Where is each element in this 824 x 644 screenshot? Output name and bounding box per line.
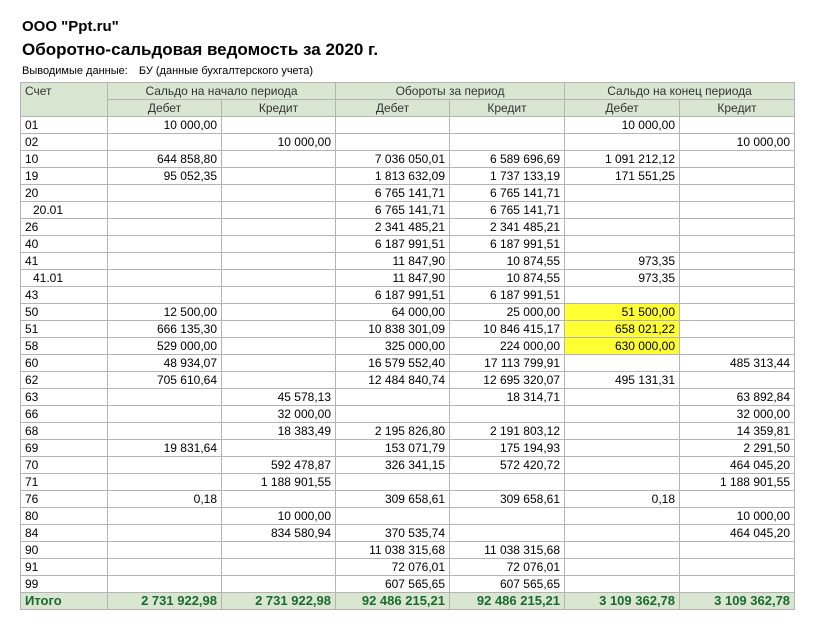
table-body — [21, 117, 795, 610]
turnover-balance-table — [20, 82, 795, 610]
opening-credit-cell — [222, 304, 336, 321]
opening-debit-cell — [108, 389, 222, 406]
header-turnover: Обороты за период — [336, 83, 565, 100]
closing-credit-cell — [680, 372, 795, 389]
closing-debit-cell — [565, 457, 680, 474]
turnover-debit-cell — [336, 474, 450, 491]
turnover-credit-cell: 6 187 991,51 — [450, 236, 565, 253]
table-row — [21, 508, 795, 525]
closing-debit-cell — [565, 576, 680, 593]
table-row — [21, 304, 795, 321]
turnover-credit-cell: 10 846 415,17 — [450, 321, 565, 338]
closing-credit-cell: 485 313,44 — [680, 355, 795, 372]
closing-debit-cell — [565, 287, 680, 304]
opening-credit-cell — [222, 202, 336, 219]
account-cell: 62 — [21, 372, 108, 389]
opening-debit-cell: 0,18 — [108, 491, 222, 508]
turnover-debit-cell: 11 847,90 — [336, 253, 450, 270]
closing-credit-cell — [680, 321, 795, 338]
table-row — [21, 270, 795, 287]
opening-debit-cell: 529 000,00 — [108, 338, 222, 355]
closing-credit-cell — [680, 491, 795, 508]
account-cell: 60 — [21, 355, 108, 372]
turnover-debit-cell: 309 658,61 — [336, 491, 450, 508]
closing-debit-cell — [565, 406, 680, 423]
account-cell: 20 — [21, 185, 108, 202]
closing-debit-cell — [565, 542, 680, 559]
table-row — [21, 457, 795, 474]
table-row — [21, 151, 795, 168]
turnover-credit-cell: 6 765 141,71 — [450, 185, 565, 202]
closing-credit-cell: 10 000,00 — [680, 134, 795, 151]
opening-credit-cell — [222, 151, 336, 168]
opening-credit-cell: 10 000,00 — [222, 134, 336, 151]
opening-credit-cell — [222, 355, 336, 372]
opening-debit-cell — [108, 185, 222, 202]
opening-debit-cell — [108, 508, 222, 525]
closing-debit-cell — [565, 202, 680, 219]
table-row — [21, 287, 795, 304]
opening-debit-cell — [108, 287, 222, 304]
account-cell: 51 — [21, 321, 108, 338]
opening-credit-cell: 18 383,49 — [222, 423, 336, 440]
turnover-credit-cell: 309 658,61 — [450, 491, 565, 508]
turnover-debit-cell: 1 813 632,09 — [336, 168, 450, 185]
opening-debit-cell: 48 934,07 — [108, 355, 222, 372]
closing-debit-cell — [565, 389, 680, 406]
opening-debit-cell — [108, 576, 222, 593]
closing-credit-cell: 14 359,81 — [680, 423, 795, 440]
company-name: ООО "Ppt.ru" — [22, 18, 119, 35]
closing-debit-cell — [565, 423, 680, 440]
opening-credit-cell — [222, 185, 336, 202]
turnover-debit-cell: 2 341 485,21 — [336, 219, 450, 236]
closing-debit-cell — [565, 219, 680, 236]
table-row — [21, 253, 795, 270]
closing-debit-cell — [565, 355, 680, 372]
closing-credit-cell — [680, 185, 795, 202]
turnover-debit-cell: 153 071,79 — [336, 440, 450, 457]
account-cell: 80 — [21, 508, 108, 525]
opening-credit-cell — [222, 559, 336, 576]
opening-debit-cell: 705 610,64 — [108, 372, 222, 389]
turnover-credit-cell — [450, 508, 565, 525]
turnover-debit-cell: 10 838 301,09 — [336, 321, 450, 338]
table-row — [21, 236, 795, 253]
turnover-debit-cell — [336, 406, 450, 423]
closing-credit-cell — [680, 236, 795, 253]
opening-debit-cell — [108, 542, 222, 559]
report-meta — [22, 65, 313, 77]
report-title: Оборотно-сальдовая ведомость за 2020 г. — [22, 40, 379, 59]
header-row-groups — [21, 83, 795, 100]
closing-debit-cell — [565, 474, 680, 491]
closing-credit-cell: 10 000,00 — [680, 508, 795, 525]
opening-credit-cell — [222, 168, 336, 185]
turnover-credit-cell: 1 737 133,19 — [450, 168, 565, 185]
turnover-credit-cell: 25 000,00 — [450, 304, 565, 321]
account-cell: 41 — [21, 253, 108, 270]
turnover-debit-cell: 325 000,00 — [336, 338, 450, 355]
opening-debit-cell — [108, 406, 222, 423]
account-cell: 02 — [21, 134, 108, 151]
table-row — [21, 355, 795, 372]
opening-credit-cell: 1 188 901,55 — [222, 474, 336, 491]
turnover-debit-cell: 7 036 050,01 — [336, 151, 450, 168]
turnover-credit-cell: 2 341 485,21 — [450, 219, 565, 236]
opening-debit-cell: 19 831,64 — [108, 440, 222, 457]
header-row-sides — [21, 100, 795, 117]
table-row — [21, 474, 795, 491]
header-opening-balance: Сальдо на начало периода — [108, 83, 336, 100]
closing-debit-cell — [565, 236, 680, 253]
closing-debit-cell: 0,18 — [565, 491, 680, 508]
header-debit: Дебет — [565, 100, 680, 117]
closing-debit-cell: 171 551,25 — [565, 168, 680, 185]
closing-debit-cell — [565, 440, 680, 457]
table-row — [21, 423, 795, 440]
account-cell: 90 — [21, 542, 108, 559]
opening-credit-cell — [222, 542, 336, 559]
turnover-debit-cell: 16 579 552,40 — [336, 355, 450, 372]
opening-credit-cell — [222, 576, 336, 593]
table-row — [21, 321, 795, 338]
opening-debit-cell — [108, 236, 222, 253]
turnover-credit-cell — [450, 474, 565, 491]
account-cell: 91 — [21, 559, 108, 576]
account-cell: 58 — [21, 338, 108, 355]
opening-debit-cell: 95 052,35 — [108, 168, 222, 185]
opening-debit-cell — [108, 423, 222, 440]
account-cell: 69 — [21, 440, 108, 457]
table-row — [21, 134, 795, 151]
opening-debit-cell — [108, 474, 222, 491]
header-credit: Кредит — [680, 100, 795, 117]
turnover-debit-cell — [336, 117, 450, 134]
turnover-credit-cell: 10 874,55 — [450, 253, 565, 270]
closing-credit-cell — [680, 338, 795, 355]
meta-value: БУ (данные бухгалтерского учета) — [138, 65, 314, 77]
table-row — [21, 372, 795, 389]
account-cell: 19 — [21, 168, 108, 185]
closing-credit-cell: 464 045,20 — [680, 525, 795, 542]
opening-credit-cell — [222, 219, 336, 236]
turnover-credit-cell: 12 695 320,07 — [450, 372, 565, 389]
total-closing-credit-cell: 3 109 362,78 — [680, 593, 795, 610]
opening-debit-cell — [108, 219, 222, 236]
account-cell: 41.01 — [21, 270, 108, 287]
header-credit: Кредит — [222, 100, 336, 117]
opening-credit-cell — [222, 287, 336, 304]
closing-credit-cell — [680, 559, 795, 576]
closing-debit-cell — [565, 525, 680, 542]
turnover-debit-cell: 11 038 315,68 — [336, 542, 450, 559]
total-closing-debit-cell: 3 109 362,78 — [565, 593, 680, 610]
account-cell: 68 — [21, 423, 108, 440]
closing-credit-cell — [680, 117, 795, 134]
closing-credit-cell: 464 045,20 — [680, 457, 795, 474]
closing-debit-cell: 973,35 — [565, 270, 680, 287]
closing-credit-cell — [680, 287, 795, 304]
turnover-debit-cell: 607 565,65 — [336, 576, 450, 593]
opening-debit-cell — [108, 270, 222, 287]
closing-credit-cell — [680, 542, 795, 559]
opening-debit-cell — [108, 253, 222, 270]
turnover-credit-cell: 11 038 315,68 — [450, 542, 565, 559]
opening-credit-cell: 10 000,00 — [222, 508, 336, 525]
account-cell: 84 — [21, 525, 108, 542]
account-cell: 10 — [21, 151, 108, 168]
opening-debit-cell: 10 000,00 — [108, 117, 222, 134]
table-row — [21, 525, 795, 542]
table-row — [21, 576, 795, 593]
closing-credit-cell: 1 188 901,55 — [680, 474, 795, 491]
turnover-credit-cell: 10 874,55 — [450, 270, 565, 287]
account-cell: 43 — [21, 287, 108, 304]
turnover-credit-cell — [450, 117, 565, 134]
turnover-credit-cell: 6 187 991,51 — [450, 287, 565, 304]
table-row — [21, 219, 795, 236]
account-cell: 01 — [21, 117, 108, 134]
opening-credit-cell — [222, 253, 336, 270]
opening-credit-cell — [222, 338, 336, 355]
account-cell: 76 — [21, 491, 108, 508]
table-row — [21, 117, 795, 134]
closing-debit-cell — [565, 185, 680, 202]
turnover-debit-cell: 64 000,00 — [336, 304, 450, 321]
table-row — [21, 406, 795, 423]
closing-credit-cell — [680, 168, 795, 185]
turnover-debit-cell: 2 195 826,80 — [336, 423, 450, 440]
closing-credit-cell — [680, 576, 795, 593]
total-turnover-debit-cell: 92 486 215,21 — [336, 593, 450, 610]
table-row — [21, 440, 795, 457]
closing-debit-cell: 495 131,31 — [565, 372, 680, 389]
turnover-debit-cell — [336, 508, 450, 525]
header-account: Счет — [21, 83, 108, 117]
closing-debit-cell: 51 500,00 — [565, 304, 680, 321]
account-cell: 66 — [21, 406, 108, 423]
account-cell: 70 — [21, 457, 108, 474]
turnover-credit-cell — [450, 406, 565, 423]
header-debit: Дебет — [108, 100, 222, 117]
turnover-debit-cell: 6 187 991,51 — [336, 287, 450, 304]
table-row — [21, 491, 795, 508]
total-row — [21, 593, 795, 610]
closing-credit-cell — [680, 304, 795, 321]
opening-credit-cell: 45 578,13 — [222, 389, 336, 406]
turnover-credit-cell: 18 314,71 — [450, 389, 565, 406]
total-label: Итого — [21, 593, 108, 610]
table-row — [21, 389, 795, 406]
table-row — [21, 185, 795, 202]
opening-credit-cell — [222, 236, 336, 253]
closing-debit-cell — [565, 559, 680, 576]
closing-credit-cell: 63 892,84 — [680, 389, 795, 406]
closing-credit-cell — [680, 270, 795, 287]
header-debit: Дебет — [336, 100, 450, 117]
opening-debit-cell: 12 500,00 — [108, 304, 222, 321]
turnover-debit-cell — [336, 389, 450, 406]
opening-debit-cell — [108, 134, 222, 151]
turnover-credit-cell: 2 191 803,12 — [450, 423, 565, 440]
turnover-debit-cell: 326 341,15 — [336, 457, 450, 474]
turnover-debit-cell: 12 484 840,74 — [336, 372, 450, 389]
opening-debit-cell — [108, 559, 222, 576]
turnover-credit-cell: 607 565,65 — [450, 576, 565, 593]
turnover-credit-cell: 572 420,72 — [450, 457, 565, 474]
turnover-credit-cell: 6 765 141,71 — [450, 202, 565, 219]
closing-debit-cell: 10 000,00 — [565, 117, 680, 134]
closing-credit-cell: 32 000,00 — [680, 406, 795, 423]
total-opening-credit-cell: 2 731 922,98 — [222, 593, 336, 610]
turnover-debit-cell: 6 765 141,71 — [336, 202, 450, 219]
opening-debit-cell — [108, 457, 222, 474]
account-cell: 50 — [21, 304, 108, 321]
account-cell: 99 — [21, 576, 108, 593]
opening-credit-cell: 834 580,94 — [222, 525, 336, 542]
opening-credit-cell: 592 478,87 — [222, 457, 336, 474]
account-cell: 63 — [21, 389, 108, 406]
closing-debit-cell: 658 021,22 — [565, 321, 680, 338]
turnover-debit-cell: 6 187 991,51 — [336, 236, 450, 253]
turnover-credit-cell: 6 589 696,69 — [450, 151, 565, 168]
closing-credit-cell — [680, 219, 795, 236]
table-row — [21, 202, 795, 219]
turnover-debit-cell — [336, 134, 450, 151]
turnover-debit-cell: 72 076,01 — [336, 559, 450, 576]
turnover-debit-cell: 6 765 141,71 — [336, 185, 450, 202]
opening-credit-cell — [222, 321, 336, 338]
turnover-credit-cell — [450, 525, 565, 542]
closing-credit-cell — [680, 253, 795, 270]
table-row — [21, 542, 795, 559]
turnover-credit-cell: 17 113 799,91 — [450, 355, 565, 372]
meta-label: Выводимые данные: — [22, 65, 128, 77]
opening-credit-cell: 32 000,00 — [222, 406, 336, 423]
table-row — [21, 338, 795, 355]
closing-credit-cell — [680, 151, 795, 168]
turnover-credit-cell: 175 194,93 — [450, 440, 565, 457]
closing-debit-cell — [565, 508, 680, 525]
turnover-credit-cell: 72 076,01 — [450, 559, 565, 576]
opening-debit-cell: 666 135,30 — [108, 321, 222, 338]
opening-credit-cell — [222, 372, 336, 389]
closing-credit-cell: 2 291,50 — [680, 440, 795, 457]
opening-debit-cell — [108, 525, 222, 542]
opening-credit-cell — [222, 491, 336, 508]
total-opening-debit-cell: 2 731 922,98 — [108, 593, 222, 610]
opening-credit-cell — [222, 440, 336, 457]
account-cell: 40 — [21, 236, 108, 253]
total-turnover-credit-cell: 92 486 215,21 — [450, 593, 565, 610]
closing-debit-cell: 630 000,00 — [565, 338, 680, 355]
closing-debit-cell: 1 091 212,12 — [565, 151, 680, 168]
closing-credit-cell — [680, 202, 795, 219]
account-cell: 20.01 — [21, 202, 108, 219]
turnover-credit-cell — [450, 134, 565, 151]
opening-debit-cell — [108, 202, 222, 219]
account-cell: 71 — [21, 474, 108, 491]
turnover-debit-cell: 370 535,74 — [336, 525, 450, 542]
turnover-credit-cell: 224 000,00 — [450, 338, 565, 355]
table-row — [21, 559, 795, 576]
header-credit: Кредит — [450, 100, 565, 117]
table-row — [21, 168, 795, 185]
header-closing-balance: Сальдо на конец периода — [565, 83, 795, 100]
turnover-debit-cell: 11 847,90 — [336, 270, 450, 287]
opening-credit-cell — [222, 117, 336, 134]
opening-credit-cell — [222, 270, 336, 287]
opening-debit-cell: 644 858,80 — [108, 151, 222, 168]
account-cell: 26 — [21, 219, 108, 236]
closing-debit-cell: 973,35 — [565, 253, 680, 270]
closing-debit-cell — [565, 134, 680, 151]
